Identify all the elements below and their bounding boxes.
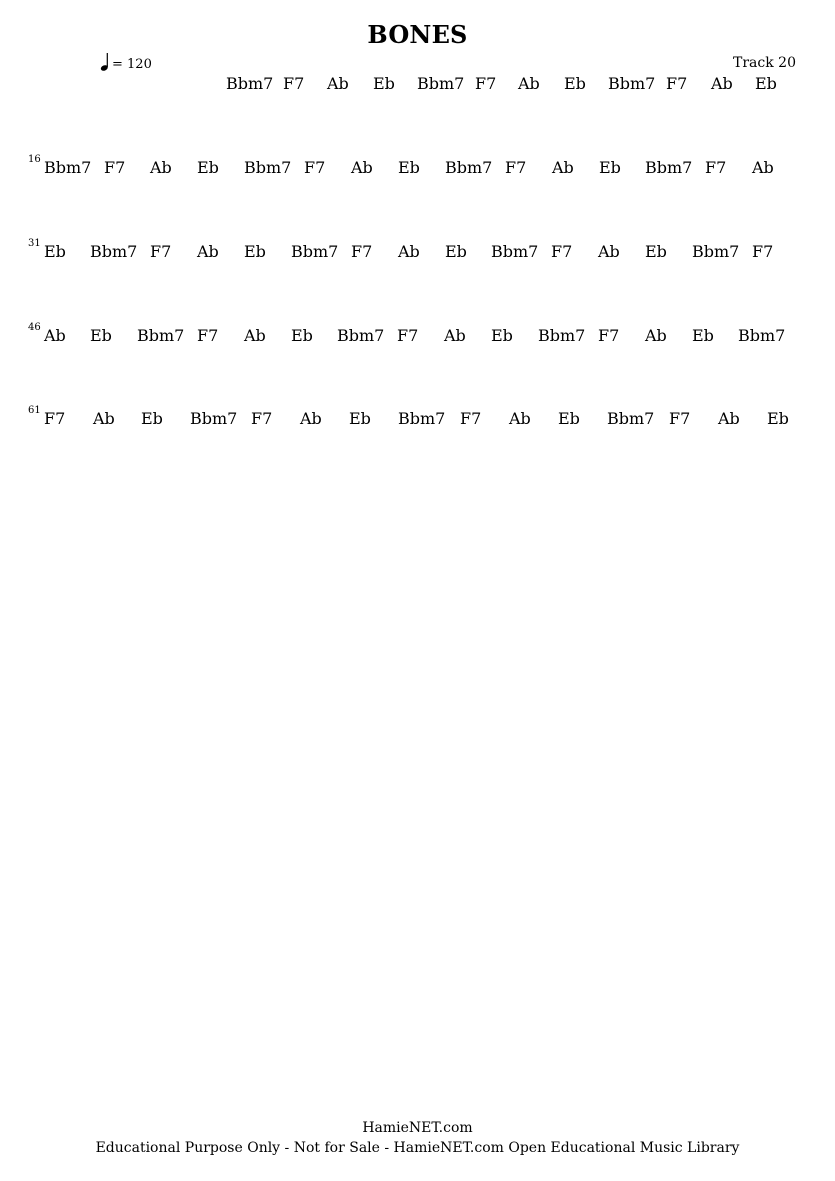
tempo-marking xyxy=(100,52,152,72)
chord-symbol: Ab xyxy=(752,158,774,177)
chord-symbol: Bbm7 xyxy=(417,74,465,93)
chord-symbol: F7 xyxy=(397,326,419,345)
chord-symbol: Bbm7 xyxy=(608,74,656,93)
chord-symbol: Bbm7 xyxy=(398,409,446,428)
chord-symbol: Bbm7 xyxy=(137,326,185,345)
chord-symbol: Eb xyxy=(599,158,621,177)
measure-number: 16 xyxy=(28,154,41,165)
chord-symbol: F7 xyxy=(705,158,727,177)
chord-symbol: Eb xyxy=(558,409,580,428)
chord-symbol: F7 xyxy=(475,74,497,93)
chord-symbol: Eb xyxy=(767,409,789,428)
chord-symbol: F7 xyxy=(598,326,620,345)
chord-symbol: F7 xyxy=(551,242,573,261)
chord-system xyxy=(0,405,835,429)
chord-symbol: Bbm7 xyxy=(645,158,693,177)
chord-symbol: F7 xyxy=(104,158,126,177)
quarter-note-icon xyxy=(100,52,110,72)
chord-symbol: Ab xyxy=(645,326,667,345)
song-title: BONES xyxy=(367,20,468,49)
chord-symbol: Bbm7 xyxy=(244,158,292,177)
chord-symbol: F7 xyxy=(460,409,482,428)
chord-symbol: Bbm7 xyxy=(491,242,539,261)
chord-symbol: Eb xyxy=(197,158,219,177)
footer-site: HamieNET.com xyxy=(362,1120,473,1136)
measure-number: 31 xyxy=(28,238,41,249)
chord-symbol: F7 xyxy=(150,242,172,261)
chord-symbol: Eb xyxy=(141,409,163,428)
chord-symbol: Bbm7 xyxy=(190,409,238,428)
chord-symbol: Bbm7 xyxy=(692,242,740,261)
chord-system xyxy=(0,322,835,346)
chord-symbol: Ab xyxy=(552,158,574,177)
chord-symbol: Ab xyxy=(93,409,115,428)
chord-symbol: Bbm7 xyxy=(44,158,92,177)
chord-symbol: Ab xyxy=(244,326,266,345)
chord-symbol: Eb xyxy=(755,74,777,93)
chord-symbol: Bbm7 xyxy=(738,326,786,345)
chord-symbol: Bbm7 xyxy=(90,242,138,261)
chord-symbol: F7 xyxy=(304,158,326,177)
chord-system xyxy=(0,70,835,94)
chord-symbol: Ab xyxy=(718,409,740,428)
chord-symbol: Bbm7 xyxy=(337,326,385,345)
chord-symbol: Eb xyxy=(445,242,467,261)
chord-symbol: F7 xyxy=(197,326,219,345)
chord-symbol: Ab xyxy=(711,74,733,93)
chord-symbol: Eb xyxy=(244,242,266,261)
chord-symbol: Eb xyxy=(692,326,714,345)
chord-symbol: Eb xyxy=(90,326,112,345)
measure-number: 61 xyxy=(28,405,41,416)
chord-symbol: Ab xyxy=(509,409,531,428)
chord-symbol: F7 xyxy=(669,409,691,428)
chord-symbol: Ab xyxy=(44,326,66,345)
chord-symbol: Eb xyxy=(44,242,66,261)
chord-symbol: F7 xyxy=(44,409,66,428)
chord-symbol: Ab xyxy=(444,326,466,345)
chord-symbol: Bbm7 xyxy=(291,242,339,261)
chord-symbol: Eb xyxy=(398,158,420,177)
measure-number: 46 xyxy=(28,322,41,333)
chord-system xyxy=(0,154,835,178)
track-label: Track 20 xyxy=(733,55,796,71)
chord-symbol: Ab xyxy=(518,74,540,93)
chord-symbol: Bbm7 xyxy=(226,74,274,93)
chord-symbol: Eb xyxy=(645,242,667,261)
chord-symbol: Ab xyxy=(351,158,373,177)
chord-symbol: Ab xyxy=(197,242,219,261)
chord-symbol: F7 xyxy=(505,158,527,177)
chord-symbol: F7 xyxy=(283,74,305,93)
chord-symbol: Eb xyxy=(349,409,371,428)
chord-symbol: Bbm7 xyxy=(445,158,493,177)
chord-symbol: Ab xyxy=(598,242,620,261)
chord-symbol: Eb xyxy=(564,74,586,93)
chord-symbol: F7 xyxy=(752,242,774,261)
chord-symbol: Eb xyxy=(373,74,395,93)
chord-symbol: Ab xyxy=(327,74,349,93)
chord-symbol: Ab xyxy=(150,158,172,177)
chord-symbol: Ab xyxy=(300,409,322,428)
chord-symbol: Bbm7 xyxy=(538,326,586,345)
chord-symbol: Ab xyxy=(398,242,420,261)
chord-symbol: F7 xyxy=(351,242,373,261)
chord-system xyxy=(0,238,835,262)
chord-symbol: F7 xyxy=(251,409,273,428)
chord-symbol: Eb xyxy=(491,326,513,345)
chord-symbol: F7 xyxy=(666,74,688,93)
chord-symbol: Eb xyxy=(291,326,313,345)
chord-symbol: Bbm7 xyxy=(607,409,655,428)
tempo-value: = 120 xyxy=(112,57,152,72)
footer-notice: Educational Purpose Only - Not for Sale - HamieNET.com Open Educational Music Library xyxy=(95,1140,740,1156)
